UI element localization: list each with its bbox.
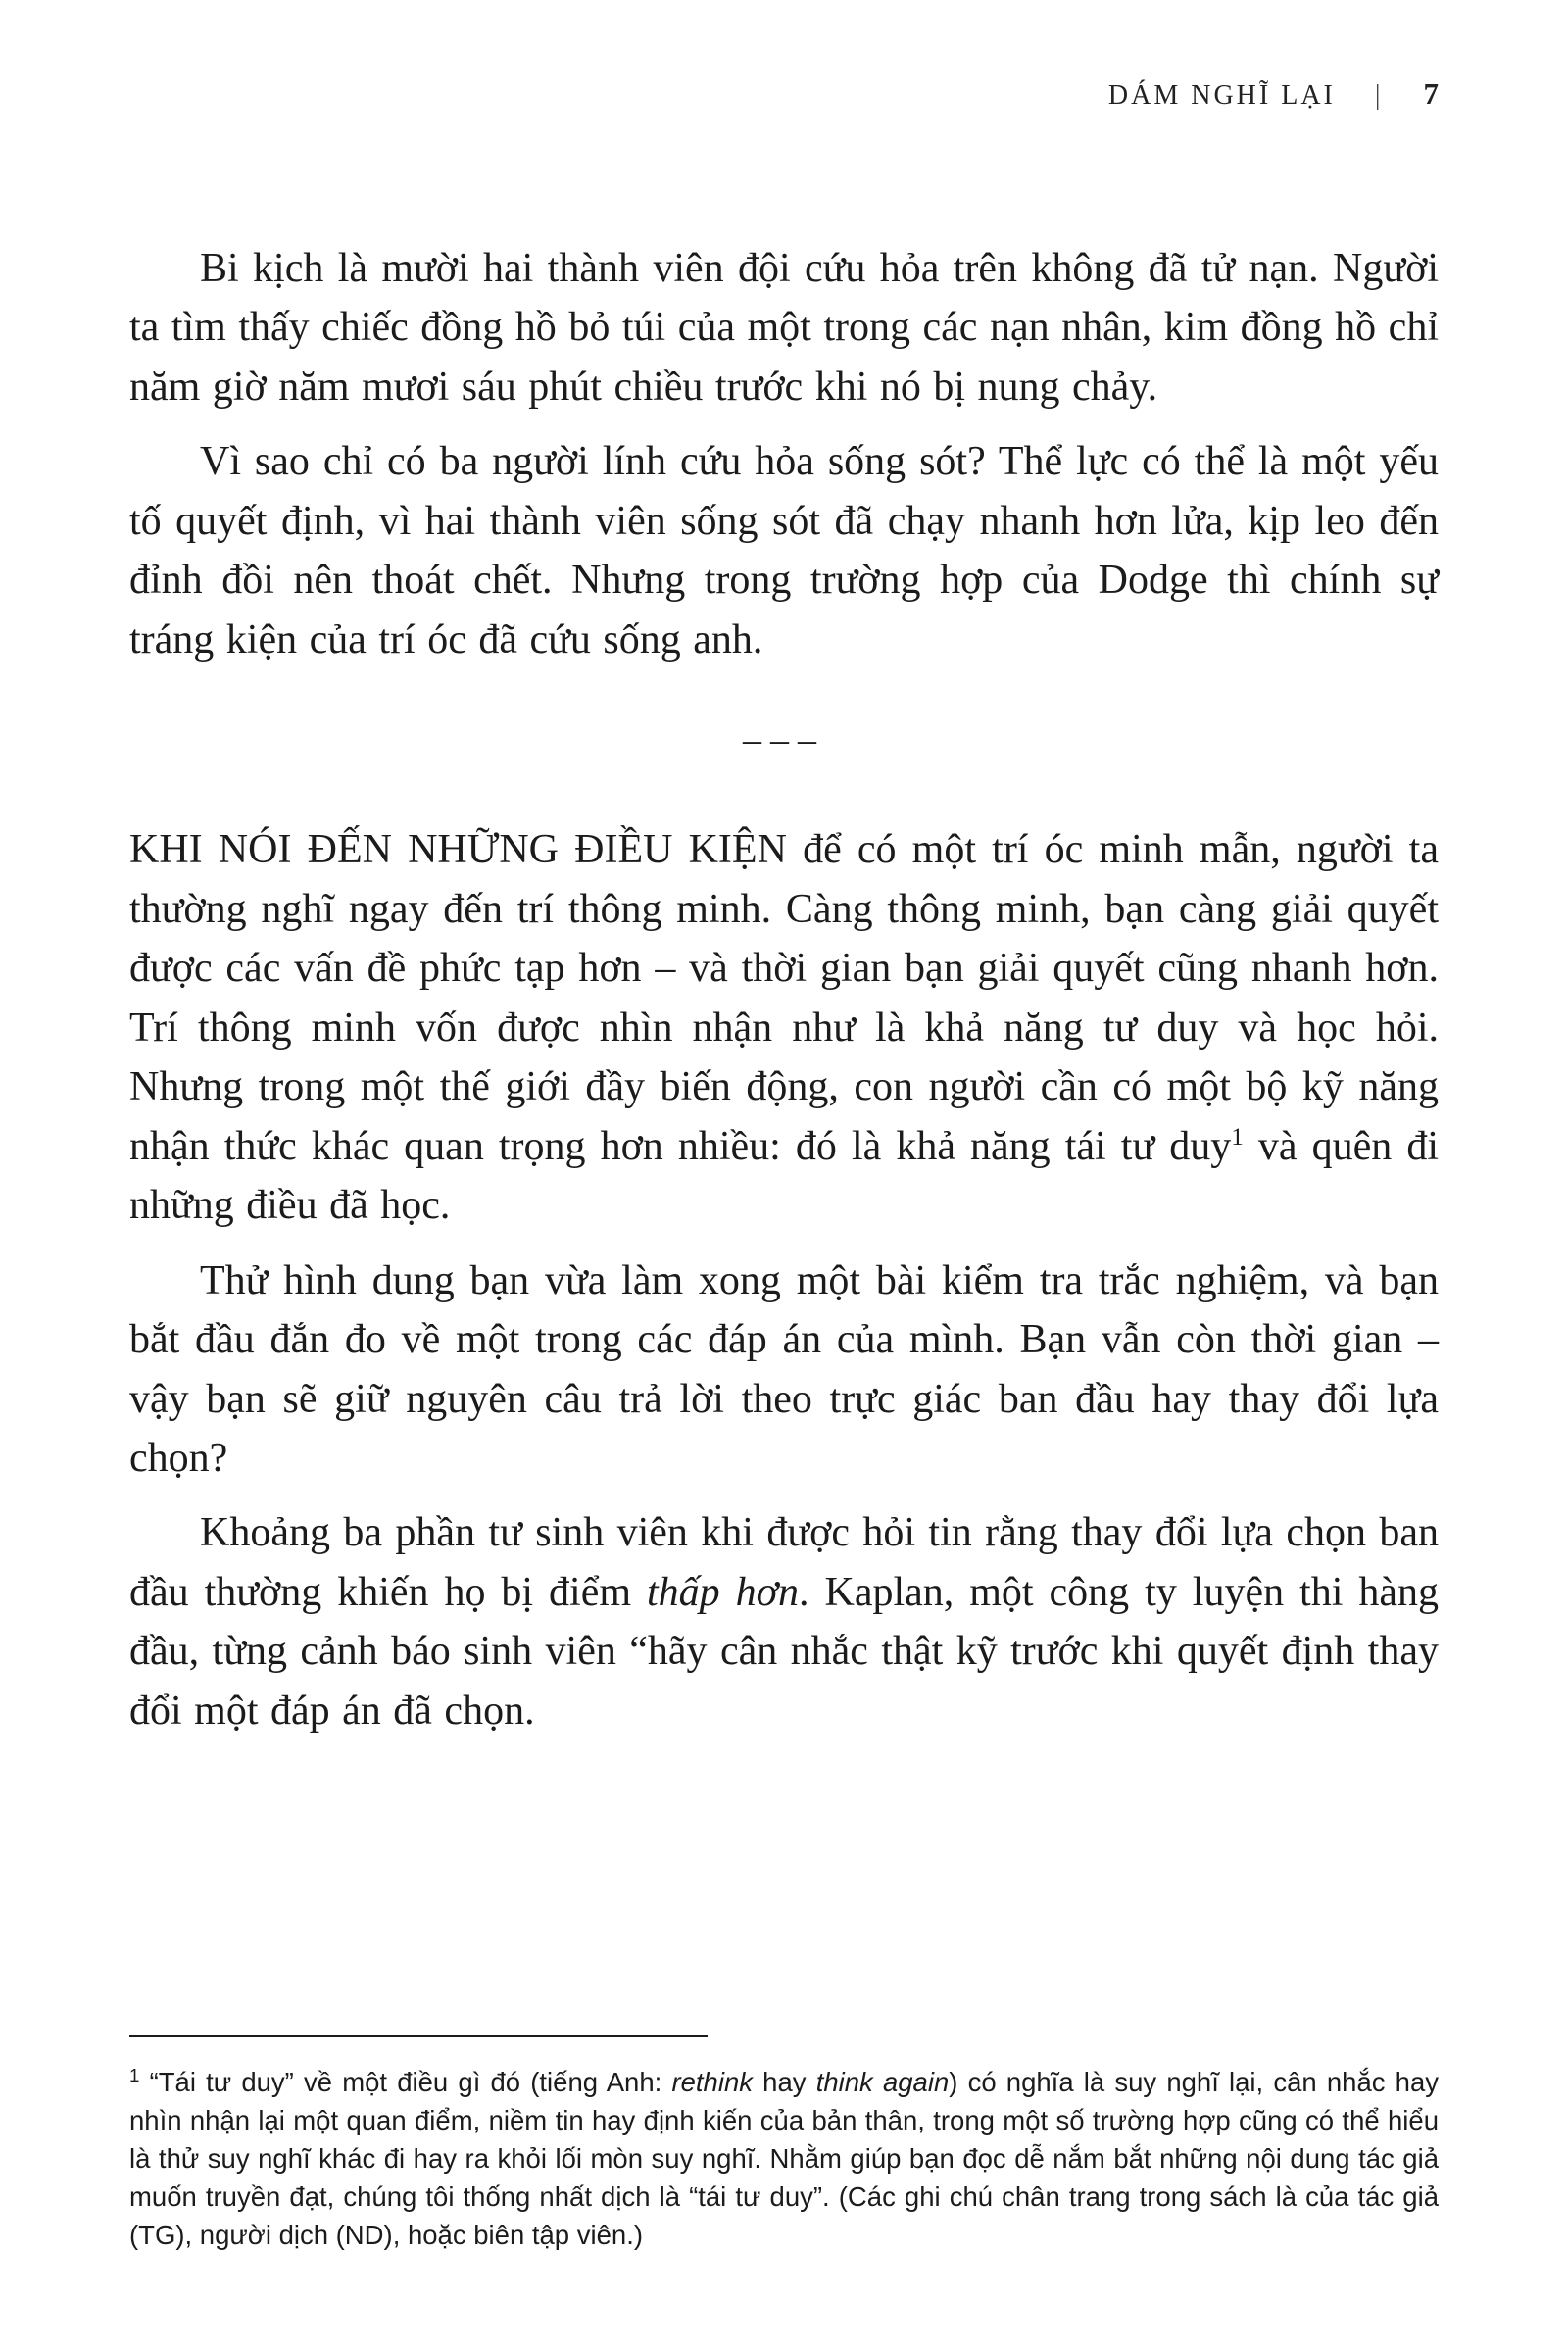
footnote-area xyxy=(129,2035,1439,2254)
section-break: ––– xyxy=(743,719,825,761)
footnote-text: $^1$ “Tái tư duy” về một điều gì đó (tiếng Anh: rethink hay think again) có nghĩa là suy nghĩ lại, cân nhắc hay nhìn nhận lại một quan điểm, niềm tin hay định kiến của bản thân, trong một số trường hợp cũng có thể hiểu là thử suy nghĩ khác đi hay ra khỏi lối mòn suy nghĩ. Nhằm giúp bạn đọc dễ nắm bắt những nội dung tác giả muốn truyền đạt, chúng tôi thống nhất dịch là “tái tư duy”. (Các ghi chú chân trang trong sách là của tác giả (TG), người dịch (ND), hoặc biên tập viên.) xyxy=(129,2064,1440,2250)
paragraph-1: Bi kịch là mười hai thành viên đội cứu hỏa trên không đã tử nạn. Người ta tìm thấy chiếc đồng hồ bỏ túi của một trong các nạn nhân, kim đồng hồ chỉ năm giờ năm mươi sáu phút chiều trước khi nó bị nung chảy. xyxy=(129,246,1439,410)
footnote-marker: 1 xyxy=(1231,1123,1244,1151)
page-number: 7 xyxy=(1423,76,1439,111)
paragraph-4: Thử hình dung bạn vừa làm xong một bài kiểm tra trắc nghiệm, và bạn bắt đầu đắn đo về một trong các đáp án của mình. Bạn vẫn còn thời gian – vậy bạn sẽ giữ nguyên câu trả lời theo trực giác ban đầu hay thay đổi lựa chọn? xyxy=(129,1257,1439,1481)
header-divider: | xyxy=(1374,80,1381,111)
footnote-marker: 1 xyxy=(129,2064,140,2085)
paragraph-3: KHI NÓI ĐẾN NHỮNG ĐIỀU KIỆN để có một trí óc minh mẫn, người ta thường nghĩ ngay đến trí thông minh. Càng thông minh, bạn càng giải quyết được các vấn đề phức tạp hơn – và thời gian bạn giải quyết cũng nhanh hơn. Trí thông minh vốn được nhìn nhận như là khả năng tư duy và học hỏi. Nhưng trong một thế giới đầy biến động, con người cần có một bộ kỹ năng nhận thức khác quan trọng hơn nhiều: đó là khả năng tái tư duy$^1$ và quên đi những điều đã học. xyxy=(129,827,1439,1229)
paragraph-2: Vì sao chỉ có ba người lính cứu hỏa sống sót? Thể lực có thể là một yếu tố quyết định, vì hai thành viên sống sót đã chạy nhanh hơn lửa, kịp leo đến đỉnh đồi nên thoát chết. Nhưng trong trường hợp của Dodge thì chính sự tráng kiện của trí óc đã cứu sống anh. xyxy=(129,439,1439,662)
footnote-rule xyxy=(129,2035,708,2037)
running-title: DÁM NGHĨ LẠI xyxy=(1107,80,1336,111)
paragraph-5: Khoảng ba phần tư sinh viên khi được hỏi tin rằng thay đổi lựa chọn ban đầu thường khiến họ bị điểm thấp hơn. Kaplan, một công ty luyện thi hàng đầu, từng cảnh báo sinh viên “hãy cân nhắc thật kỹ trước khi quyết định thay đổi một đáp án đã chọn. xyxy=(129,1510,1439,1734)
page-header xyxy=(129,76,1439,112)
text-column xyxy=(129,239,1439,1740)
